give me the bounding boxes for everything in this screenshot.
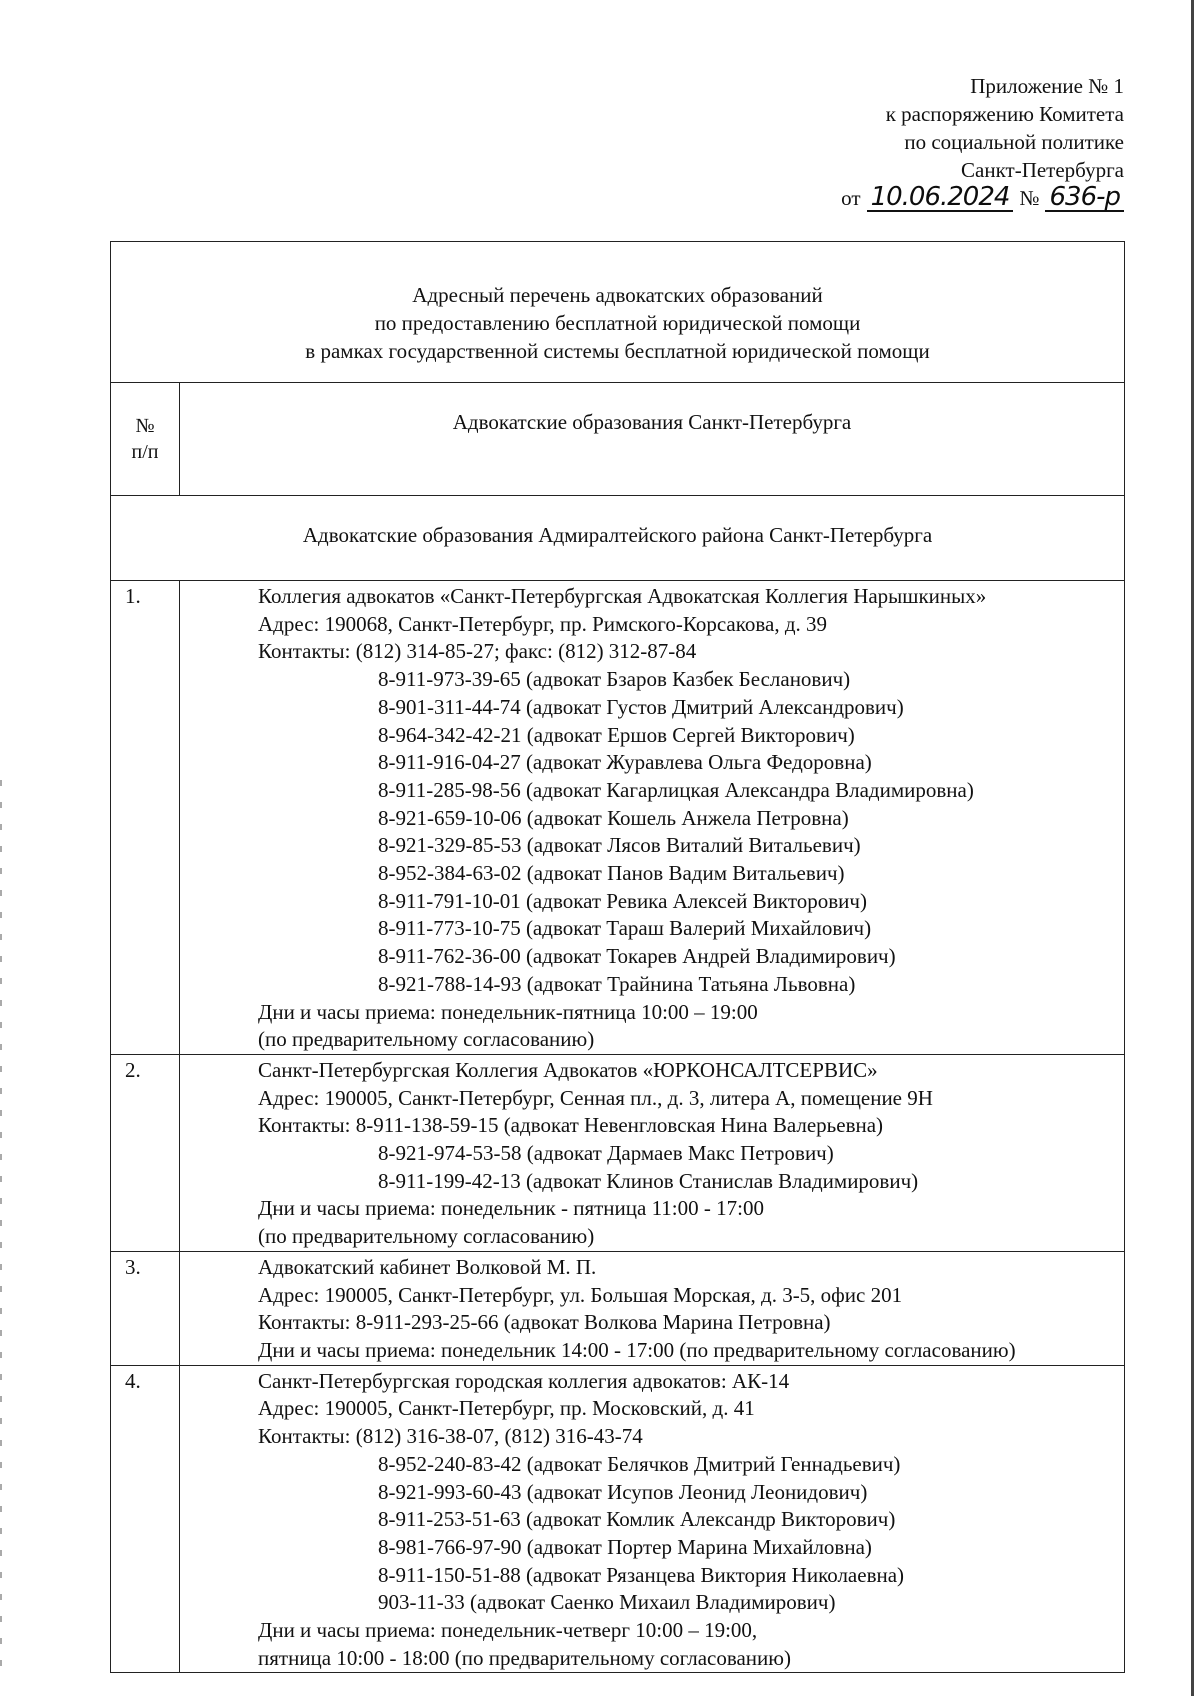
lawyer-phone: 8-911-285-98-56 (адвокат Кагарлицкая Александра Владимировна) [378, 777, 974, 802]
appendix-line4: Санкт-Петербурга [961, 158, 1124, 182]
org-cell [180, 581, 1125, 1055]
row-number-text: 3. [125, 1254, 141, 1279]
table-title [111, 242, 1125, 383]
lawyer-phone: 8-911-253-51-63 (адвокат Комлик Александр Викторович) [378, 1507, 896, 1532]
lawyer-phone: 8-921-329-85-53 (адвокат Лясов Виталий Витальевич) [378, 833, 861, 858]
org-hours-note: (по предварительному согласованию) [258, 1027, 595, 1052]
appendix-date-line [704, 184, 1124, 212]
lawyer-phone: 8-911-150-51-88 (адвокат Рязанцева Виктория Николаевна) [378, 1562, 905, 1587]
scan-edge-left [0, 780, 2, 1680]
date-prefix: от [841, 186, 861, 210]
district-text: Адвокатские образования Адмиралтейского района Санкт-Петербурга [302, 523, 933, 547]
header-org-text: Адвокатские образования Санкт-Петербурга [452, 410, 852, 434]
org-hours: Дни и часы приема: понедельник-четверг 10:00 – 19:00, [258, 1618, 758, 1643]
org-hours: Дни и часы приема: понедельник 14:00 - 17:00 (по предварительному согласованию) [258, 1337, 1016, 1362]
org-cell [180, 1251, 1125, 1365]
org-hours: Дни и часы приема: понедельник-пятница 10:00 – 19:00 [258, 999, 758, 1024]
header-org [180, 383, 1125, 496]
lawyer-phone: 8-911-199-42-13 (адвокат Клинов Станислав Владимирович) [378, 1168, 919, 1193]
lawyer-phone: 8-901-311-44-74 (адвокат Густов Дмитрий Александрович) [378, 694, 904, 719]
district-row [111, 496, 1125, 581]
lawyer-phone: 8-921-788-14-93 (адвокат Трайнина Татьяна Львовна) [378, 971, 856, 996]
org-hours-note: пятница 10:00 - 18:00 (по предварительному согласованию) [258, 1645, 791, 1670]
row-number-text: 1. [125, 584, 141, 608]
org-contacts: Контакты: (812) 314-85-27; факс: (812) 312-87-84 [258, 639, 697, 664]
appendix-line1: Приложение № 1 [970, 74, 1124, 98]
lawyers-table [110, 241, 1125, 1673]
row-number-text: 2. [125, 1057, 141, 1082]
lawyer-phone: 8-911-762-36-00 (адвокат Токарев Андрей Владимирович) [378, 944, 896, 969]
org-address: Адрес: 190005, Санкт-Петербург, Сенная пл., д. 3, литера А, помещение 9Н [258, 1085, 933, 1110]
lawyer-phone: 8-952-240-83-42 (адвокат Белячков Дмитрий Геннадьевич) [378, 1451, 901, 1476]
table-row [111, 1365, 1125, 1673]
appendix-line3: по социальной политике [904, 130, 1124, 154]
org-name: Адвокатский кабинет Волковой М. П. [258, 1254, 597, 1279]
lawyer-phone: 903-11-33 (адвокат Саенко Михаил Владимирович) [378, 1590, 836, 1615]
header-row [111, 383, 1125, 496]
lawyer-phone: 8-952-384-63-02 (адвокат Панов Вадим Витальевич) [378, 861, 845, 886]
org-name: Коллегия адвокатов «Санкт-Петербургская Адвокатская Коллегия Нарышкиных» [258, 584, 987, 608]
number-prefix: № [1019, 186, 1040, 210]
appendix-header [704, 72, 1124, 212]
row-number-text: 4. [125, 1368, 141, 1393]
org-contacts: Контакты: (812) 316-38-07, (812) 316-43-74 [258, 1424, 643, 1449]
table-row [111, 1054, 1125, 1251]
row-number [111, 1251, 180, 1365]
lawyer-phone: 8-911-973-39-65 (адвокат Бзаров Казбек Бесланович) [378, 667, 851, 692]
title-line1: Адресный перечень адвокатских образований [412, 283, 823, 307]
header-num-line1: № [135, 415, 155, 437]
lawyer-phone: 8-964-342-42-21 (адвокат Ершов Сергей Викторович) [378, 722, 855, 747]
org-contacts: Контакты: 8-911-293-25-66 (адвокат Волкова Марина Петровна) [258, 1310, 831, 1335]
appendix-line2: к распоряжению Комитета [885, 102, 1124, 126]
org-cell [180, 1054, 1125, 1251]
lawyer-phone: 8-911-773-10-75 (адвокат Тараш Валерий Михайлович) [378, 916, 872, 941]
row-number [111, 581, 180, 1055]
org-name: Санкт-Петербургская городская коллегия адвокатов: АК-14 [258, 1368, 790, 1393]
lawyer-phone: 8-911-916-04-27 (адвокат Журавлева Ольга Федоровна) [378, 750, 872, 775]
header-num [111, 383, 180, 496]
lawyer-phone: 8-921-659-10-06 (адвокат Кошель Анжела Петровна) [378, 805, 849, 830]
org-address: Адрес: 190005, Санкт-Петербург, ул. Большая Морская, д. 3-5, офис 201 [258, 1282, 903, 1307]
row-number [111, 1365, 180, 1673]
lawyer-phone: 8-921-993-60-43 (адвокат Исупов Леонид Леонидович) [378, 1479, 868, 1504]
title-row [111, 242, 1125, 383]
handwritten-date: 10.06.2024 [867, 184, 1014, 212]
org-name: Санкт-Петербургская Коллегия Адвокатов «ЮРКОНСАЛТСЕРВИС» [258, 1057, 878, 1082]
title-line3: в рамках государственной системы бесплатной юридической помощи [305, 339, 930, 363]
org-cell [180, 1365, 1125, 1673]
org-hours-note: (по предварительному согласованию) [258, 1224, 595, 1249]
handwritten-number: 636-р [1045, 184, 1124, 212]
org-hours: Дни и часы приема: понедельник - пятница 11:00 - 17:00 [258, 1196, 764, 1221]
org-address: Адрес: 190068, Санкт-Петербург, пр. Римского-Корсакова, д. 39 [258, 611, 827, 636]
lawyer-phone: 8-921-974-53-58 (адвокат Дармаев Макс Петрович) [378, 1141, 834, 1166]
lawyer-phone: 8-981-766-97-90 (адвокат Портер Марина Михайловна) [378, 1534, 872, 1559]
table-row [111, 1251, 1125, 1365]
scan-edge-right [1191, 0, 1194, 1696]
org-address: Адрес: 190005, Санкт-Петербург, пр. Московский, д. 41 [258, 1396, 755, 1421]
header-num-line2: п/п [131, 441, 159, 463]
table-row [111, 581, 1125, 1055]
org-contacts: Контакты: 8-911-138-59-15 (адвокат Невенгловская Нина Валерьевна) [258, 1113, 884, 1138]
title-line2: по предоставлению бесплатной юридической помощи [374, 311, 861, 335]
row-number [111, 1054, 180, 1251]
district-heading [111, 496, 1125, 581]
lawyer-phone: 8-911-791-10-01 (адвокат Ревика Алексей Викторович) [378, 888, 867, 913]
